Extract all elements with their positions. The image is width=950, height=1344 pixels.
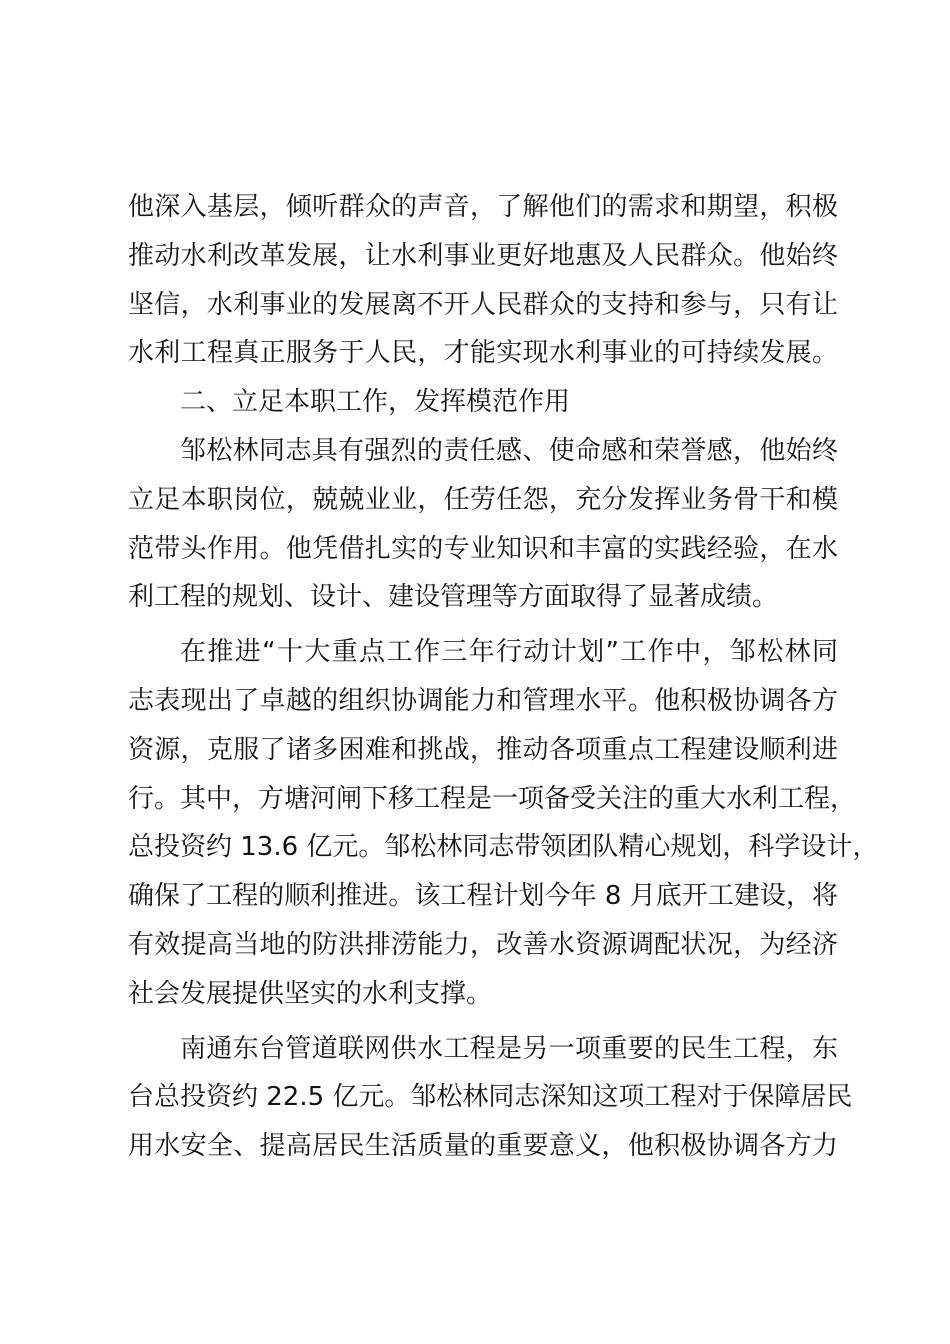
text-line: 有效提高当地的防洪排涝能力，改善水资源调配状况，为经济: [128, 929, 838, 960]
paragraph-2: [128, 427, 838, 622]
paragraph-1: [128, 183, 838, 378]
text-line: 坚信，水利事业的发展离不开人民群众的支持和参与，只有让: [128, 289, 838, 320]
text-line: 范带头作用。他凭借扎实的专业知识和丰富的实践经验，在水: [128, 533, 838, 564]
section-heading-text: 二、立足本职工作，发挥模范作用: [180, 387, 571, 418]
text-line: 他深入基层，倾听群众的声音，了解他们的需求和期望，积极: [128, 192, 838, 222]
text-line: 推动水利改革发展，让水利事业更好地惠及人民群众。他始终: [128, 240, 838, 271]
paragraph-4: [128, 1025, 853, 1171]
text-line: 资源，克服了诸多困难和挑战，推动各项重点工程建设顺利进: [128, 734, 838, 765]
text-line: 南通东台管道联网供水工程是另一项重要的民生工程，东: [180, 1033, 838, 1064]
section-heading: [128, 378, 838, 427]
text-line: 社会发展提供坚实的水利支撑。: [128, 978, 493, 1009]
text-line: 邹松林同志具有强烈的责任感、使命感和荣誉感，他始终: [180, 435, 838, 466]
paragraph-3: [128, 628, 879, 1018]
text-line: 确保了工程的顺利推进。该工程计划今年 8 月底开工建设，将: [128, 881, 838, 912]
text-line: 立足本职岗位，兢兢业业，任劳任怨，充分发挥业务骨干和模: [128, 484, 838, 515]
text-line: 利工程的规划、设计、建设管理等方面取得了显著成绩。: [128, 582, 779, 613]
text-line: 台总投资约 22.5 亿元。邹松林同志深知这项工程对于保障居民: [128, 1082, 853, 1113]
text-line: 志表现出了卓越的组织协调能力和管理水平。他积极协调各方: [128, 685, 838, 716]
text-line: 用水安全、提高居民生活质量的重要意义，他积极协调各方力: [128, 1131, 838, 1162]
text-line: 总投资约 13.6 亿元。邹松林同志带领团队精心规划，科学设计，: [128, 832, 879, 863]
text-line: 在推进“十大重点工作三年行动计划”工作中，邹松林同: [180, 637, 838, 668]
text-line: 行。其中，方塘河闸下移工程是一项备受关注的重大水利工程，: [128, 783, 857, 814]
document-body: [128, 183, 879, 1171]
text-line: 水利工程真正服务于人民，才能实现水利事业的可持续发展。: [128, 338, 838, 369]
